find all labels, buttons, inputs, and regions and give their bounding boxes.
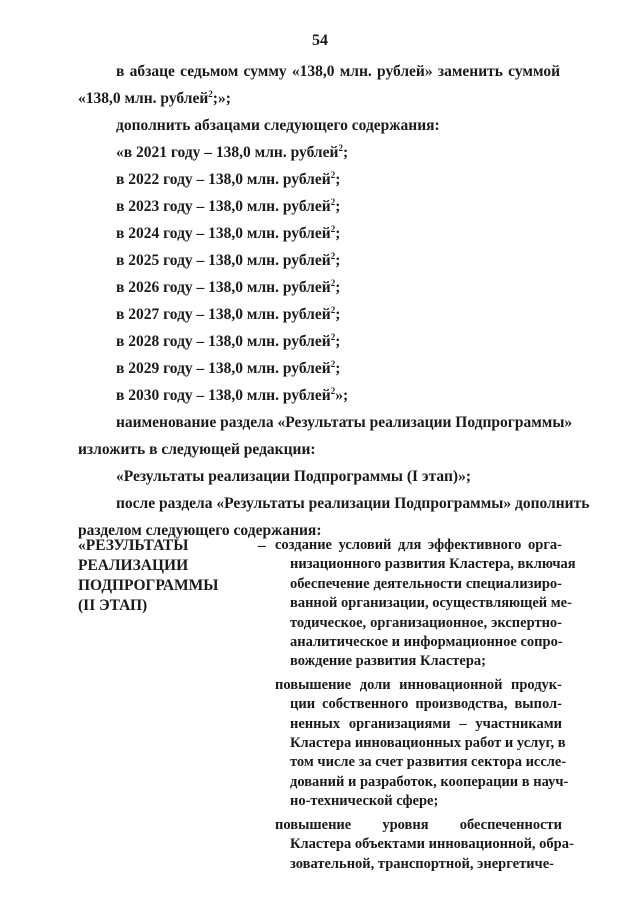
footnote-marker: 2 <box>330 250 336 261</box>
result-item-line: создание условий для эффективного орга- <box>275 537 562 553</box>
amend-sum-tail: ;»; <box>212 90 231 107</box>
footnote-marker: 2 <box>330 277 336 288</box>
result-item-line: ненных организациями – участниками <box>290 715 562 732</box>
year-amount-text: «в 2021 году – 138,0 млн. рублей <box>116 144 339 161</box>
year-line <box>78 274 560 301</box>
year-amount-text: в 2027 году – 138,0 млн. рублей <box>116 306 331 323</box>
result-item-line: том числе за счет развития сектора иссле- <box>290 754 567 771</box>
heading-line: ПОДПРОГРАММЫ <box>78 577 219 594</box>
footnote-marker: 2 <box>330 169 336 180</box>
year-amount-text: в 2024 году – 138,0 млн. рублей <box>116 225 331 242</box>
heading-line: «РЕЗУЛЬТАТЫ <box>78 537 189 554</box>
amend-sum-line: в абзаце седьмом сумму «138,0 млн. рублей» заменить суммой <box>116 63 560 80</box>
list-dash: – <box>258 537 266 554</box>
result-item-line: Кластера объектами инновационной, обра- <box>290 836 574 853</box>
result-item <box>275 816 574 874</box>
result-item-line: Кластера инновационных работ и услуг, в <box>290 735 566 752</box>
new-section-results <box>275 536 576 874</box>
year-amount-text: в 2030 году – 138,0 млн. рублей <box>116 387 331 404</box>
year-line <box>78 355 560 382</box>
result-item-line: низационного развития Кластера, включая <box>290 556 576 573</box>
footnote-marker: 2 <box>338 142 343 153</box>
year-amount-text: в 2029 году – 138,0 млн. рублей <box>116 360 331 377</box>
result-item-line: повышение доли инновационной продук- <box>275 676 562 693</box>
rename-section-line-2: изложить в следующей редакции: <box>78 441 316 458</box>
amend-sum-value: «138,0 млн. рублей <box>78 90 209 107</box>
year-amount-text: в 2028 году – 138,0 млн. рублей <box>116 333 331 350</box>
year-line-tail: ; <box>335 198 341 215</box>
year-amount-text: в 2023 году – 138,0 млн. рублей <box>116 198 331 215</box>
result-item-line: тодическое, организационное, экспертно- <box>290 614 562 631</box>
rename-section-new-title: «Результаты реализации Подпрограммы (I этап)»; <box>116 468 471 485</box>
footnote-marker: 2 <box>330 223 336 234</box>
result-item-line: обеспечение деятельности специализиро- <box>290 575 562 592</box>
year-amount-text: в 2025 году – 138,0 млн. рублей <box>116 252 331 269</box>
heading-line: РЕАЛИЗАЦИИ <box>78 557 189 574</box>
result-item-line: но-технической сфере; <box>290 793 439 810</box>
year-line <box>78 193 560 220</box>
result-item-line: аналитическое и информационное сопро- <box>290 634 563 651</box>
year-line <box>78 220 560 247</box>
year-line <box>78 328 560 355</box>
rename-section-line-1: наименование раздела «Результаты реализации Подпрограммы» <box>116 414 573 431</box>
year-line-tail: ; <box>335 225 341 242</box>
year-line-tail: ; <box>335 171 341 188</box>
year-line-tail: ; <box>342 144 349 161</box>
year-amount-text: в 2026 году – 138,0 млн. рублей <box>116 279 331 296</box>
result-item <box>275 676 569 812</box>
result-item-line: ции собственного производства, выпол- <box>290 696 562 713</box>
year-line-tail: ; <box>335 306 341 323</box>
footnote-marker: 2 <box>330 196 336 207</box>
amend-sum-continuation <box>78 85 560 112</box>
year-line-tail: ; <box>335 333 341 350</box>
year-line <box>78 382 560 409</box>
footnote-marker: 2 <box>330 331 336 342</box>
document-body <box>78 58 590 544</box>
page-number: 54 <box>312 32 328 49</box>
footnote-marker: 2 <box>330 304 336 315</box>
year-line-tail: ; <box>335 252 341 269</box>
year-line <box>78 139 560 166</box>
add-paragraphs-line: дополнить абзацами следующего содержания: <box>116 117 440 134</box>
footnote-marker: 2 <box>208 88 213 99</box>
after-section-line-2: разделом следующего содержания: <box>78 522 322 539</box>
result-item-line: вождение развития Кластера; <box>290 653 486 670</box>
footnote-marker: 2 <box>330 358 336 369</box>
year-line-tail: ; <box>335 279 341 296</box>
result-item-line: дований и разработок, кооперации в науч- <box>290 773 569 790</box>
after-section-line-1: после раздела «Результаты реализации Подпрограммы» дополнить <box>116 495 590 512</box>
year-line <box>78 166 560 193</box>
result-item-line: зовательной, транспортной, энергетиче- <box>290 855 554 872</box>
year-amount-text: в 2022 году – 138,0 млн. рублей <box>116 171 331 188</box>
footnote-marker: 2 <box>330 385 336 396</box>
year-line <box>78 301 560 328</box>
year-line <box>78 247 560 274</box>
heading-line: (II ЭТАП) <box>78 597 148 614</box>
result-item-line: ванной организации, осуществляющей ме- <box>290 595 572 612</box>
year-line-tail: »; <box>335 387 349 404</box>
result-item-line: повышение уровня обеспеченности <box>275 816 562 833</box>
year-line-tail: ; <box>335 360 341 377</box>
result-item <box>275 536 576 672</box>
year-list <box>78 139 560 409</box>
new-section-heading <box>78 536 248 616</box>
